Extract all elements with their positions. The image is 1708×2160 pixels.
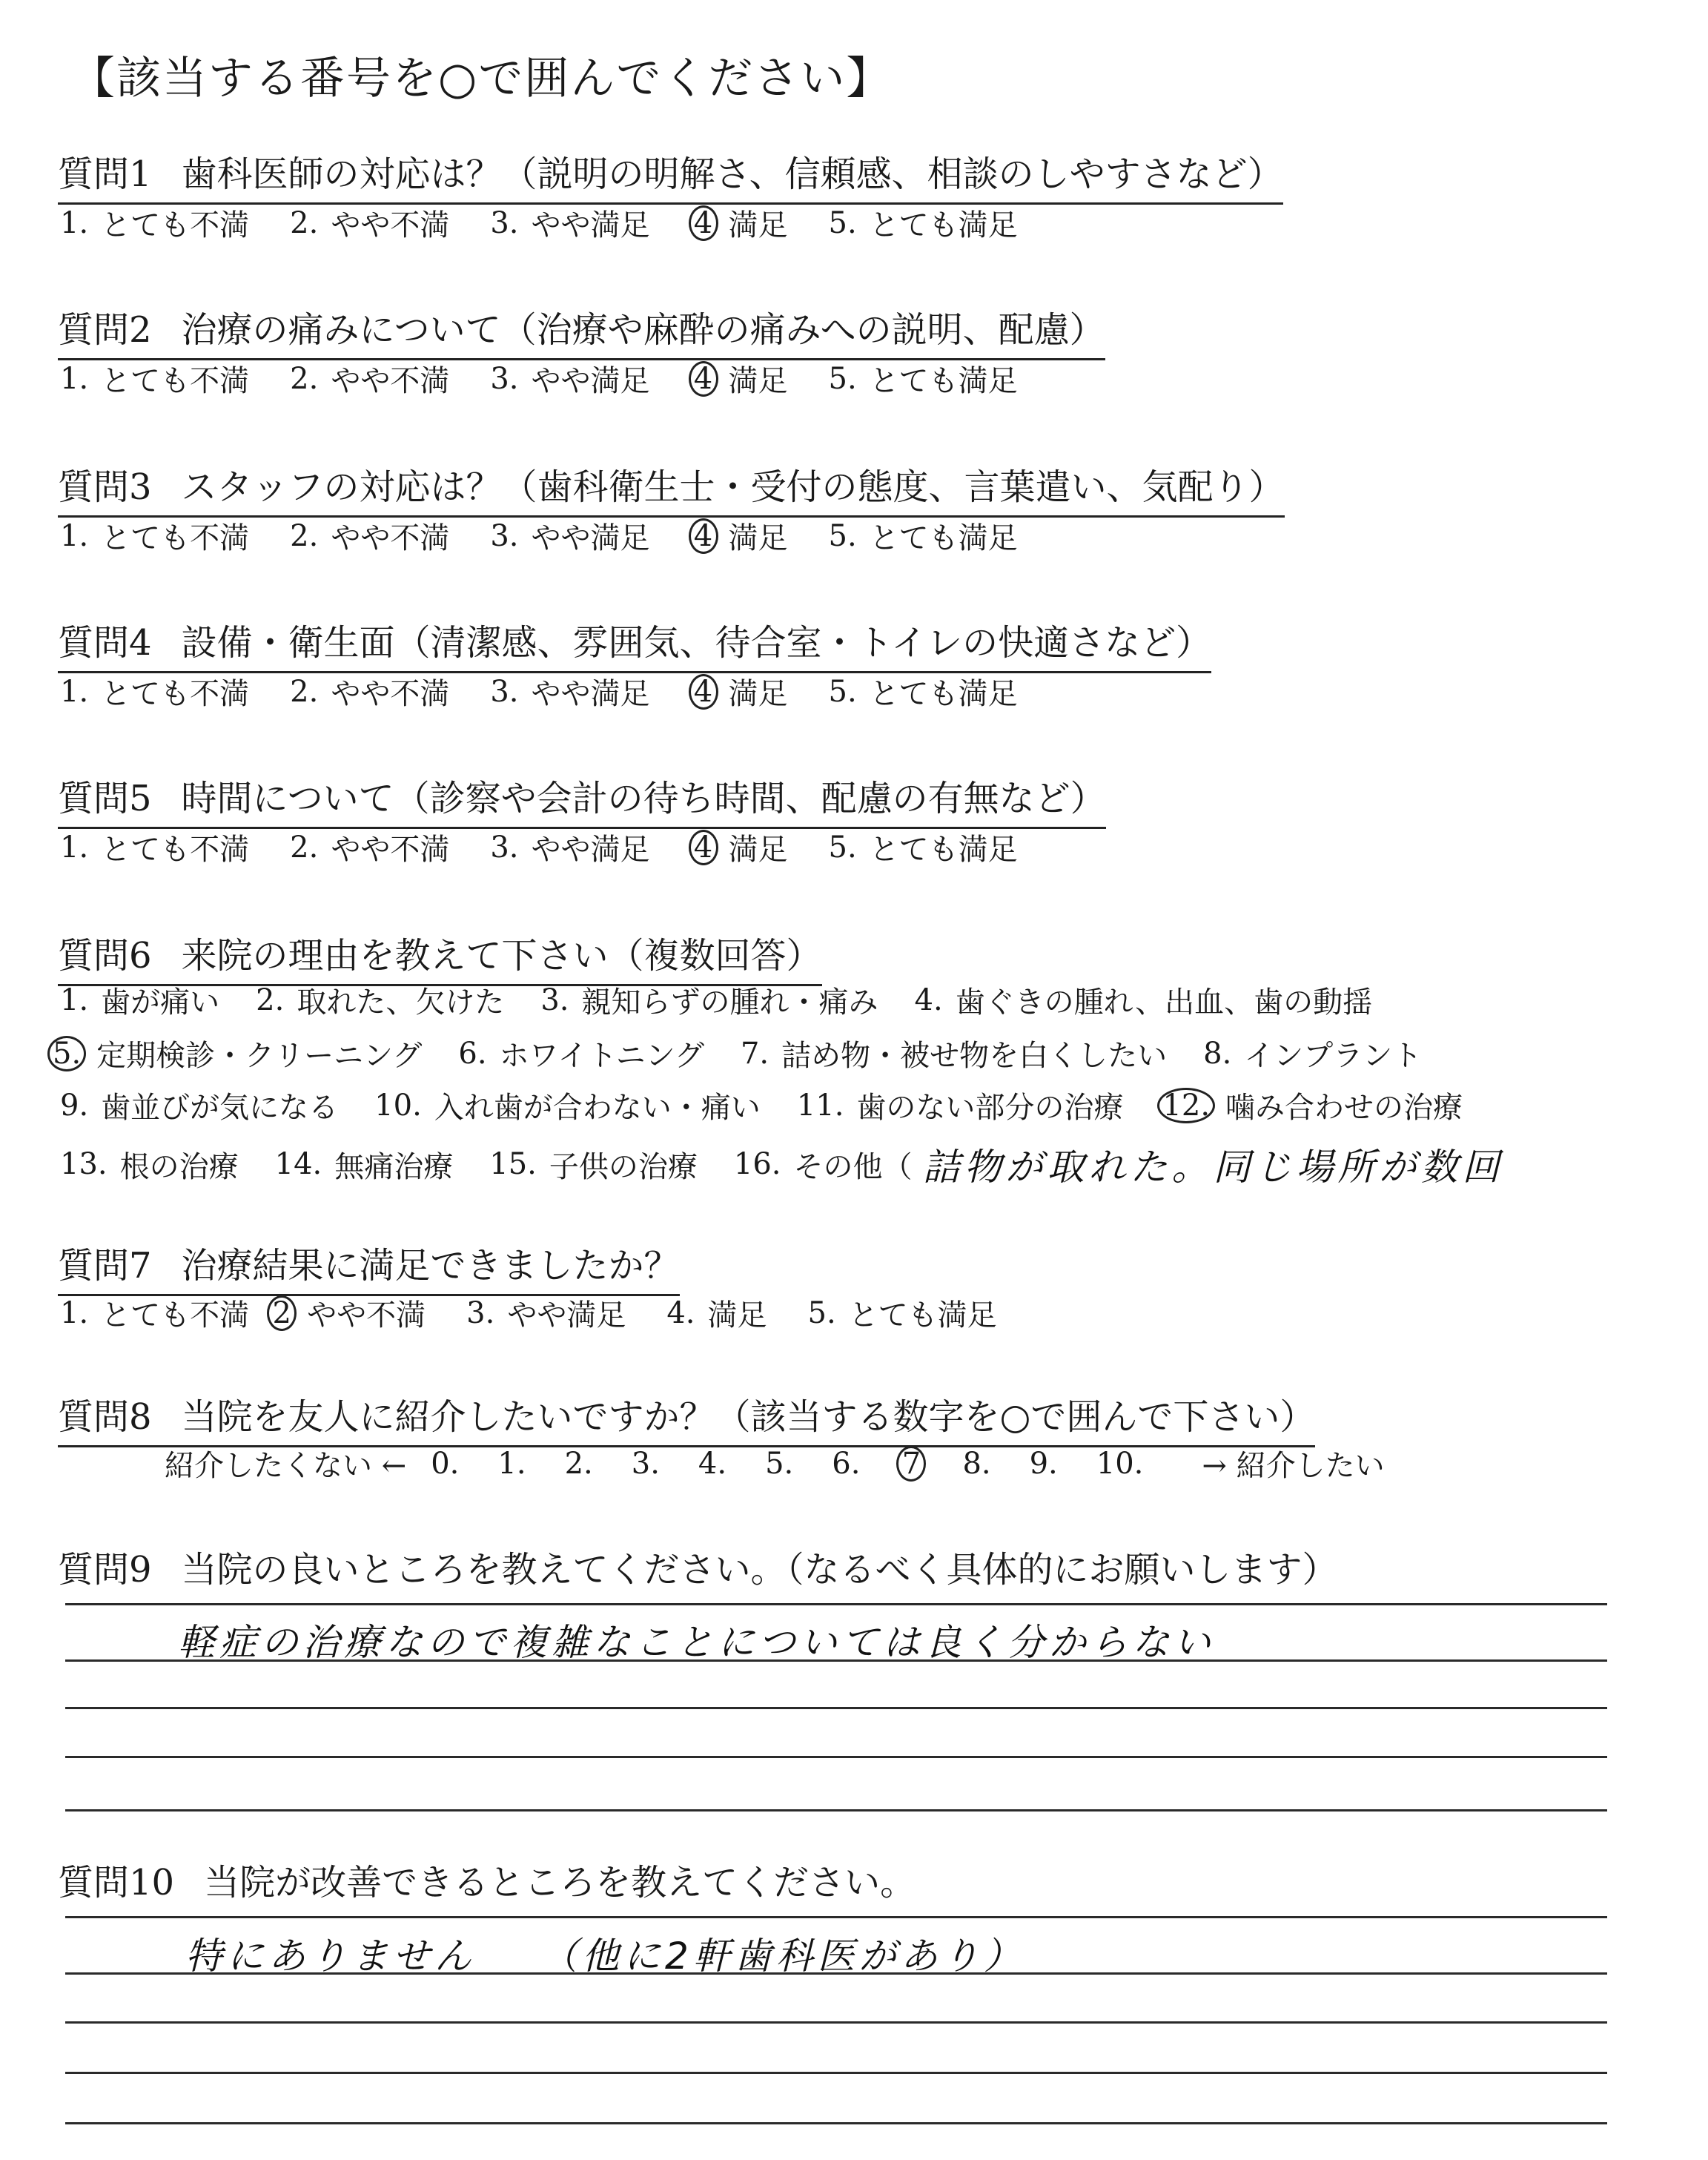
question-1-label: 質問1 [58, 153, 152, 195]
q3-option-1[interactable] [58, 515, 249, 557]
q3-option-1-label: とても不満 [101, 521, 250, 555]
q7-option-1-label: とても不満 [101, 1298, 250, 1332]
q7-option-4-label: 満足 [707, 1298, 767, 1332]
q6-option-5[interactable] [47, 1032, 422, 1074]
q5-option-3-label: やや満足 [531, 833, 650, 867]
question-9-text: 当院の良いところを教えてください。（なるべく具体的にお願いします） [181, 1549, 1338, 1591]
question-2-label: 質問2 [58, 309, 152, 351]
q6-option-13-num: 13. [60, 1147, 107, 1181]
q6-option-7-num: 7. [740, 1036, 769, 1071]
q5-option-4[interactable] [689, 826, 788, 868]
question-1-text: 歯科医師の対応は？（説明の明解さ、信頼感、相談のしやすさなど） [181, 153, 1283, 195]
q9-answer-line-2 [65, 1659, 1607, 1662]
q6-option-2[interactable] [254, 979, 504, 1021]
q5-option-5-label: とても満足 [869, 833, 1018, 867]
q1-option-2-label: やや不満 [331, 208, 450, 242]
q6-option-1[interactable] [58, 979, 219, 1021]
q10-handwritten-answer[interactable]: 特にありません （他に2軒歯科医があり） [185, 1935, 1025, 1978]
q6-option-5-num-circled: 5. [47, 1036, 86, 1071]
q6-option-12-label: 噛み合わせの治療 [1225, 1091, 1463, 1125]
q3-option-3-label: やや満足 [531, 521, 650, 555]
q3-option-2-num: 2. [290, 518, 319, 553]
question-8-text: 当院を友人に紹介したいですか？（該当する数字を○で囲んで下さい） [181, 1396, 1316, 1438]
q9-answer-line-1 [65, 1603, 1607, 1605]
question-5-text: 時間について（診察や会計の待ち時間、配慮の有無など） [181, 778, 1106, 819]
question-3-title [58, 458, 1285, 518]
question-9-label: 質問9 [58, 1549, 152, 1591]
q6-option-1-label: 歯が痛い [101, 985, 220, 1020]
q2-option-3[interactable] [488, 357, 649, 400]
question-10-title [58, 1854, 916, 1911]
question-7-title [58, 1237, 680, 1296]
question-3-label: 質問3 [58, 466, 152, 508]
q7-option-2-num-circled: 2 [267, 1295, 297, 1331]
question-6-title [58, 927, 822, 986]
q6-option-13[interactable] [58, 1143, 239, 1186]
q1-option-2[interactable] [288, 202, 449, 244]
q1-option-5[interactable] [827, 202, 1018, 244]
q7-option-5[interactable] [806, 1292, 997, 1334]
q4-option-5-label: とても満足 [869, 677, 1018, 711]
q6-option-16[interactable] [732, 1143, 913, 1186]
q6-option-12-num-circled: 12. [1157, 1088, 1215, 1123]
q2-option-5-label: とても満足 [869, 364, 1018, 398]
q6-option-10[interactable] [372, 1084, 761, 1126]
question-4-options [58, 670, 1056, 713]
q7-option-5-num: 5. [807, 1295, 836, 1330]
q5-option-4-label: 満足 [728, 833, 788, 867]
q1-option-1-label: とても不満 [101, 208, 250, 242]
q1-option-1[interactable] [58, 202, 249, 244]
q8-right-label: → 紹介したい [1202, 1449, 1385, 1483]
question-4-text: 設備・衛生面（清潔感、雰囲気、待合室・トイレの快適さなど） [181, 622, 1212, 664]
q4-option-5[interactable] [827, 670, 1018, 713]
q1-option-4-num-circled: 4 [689, 205, 718, 241]
q4-option-4[interactable] [689, 670, 788, 713]
q6-option-13-label: 根の治療 [119, 1149, 239, 1184]
question-10-label: 質問10 [58, 1862, 175, 1903]
question-6-line-1 [58, 979, 1406, 1021]
q2-option-4-num-circled: 4 [689, 361, 718, 397]
q3-option-2-label: やや不満 [331, 521, 450, 555]
question-6-line-4 [58, 1137, 1504, 1191]
q6-option-16-label: その他（ [793, 1149, 913, 1184]
question-6-label: 質問6 [58, 935, 152, 977]
q2-option-3-num: 3. [490, 361, 519, 396]
q8-left-label: 紹介したくない ← [165, 1449, 407, 1483]
q6-option-12[interactable] [1157, 1084, 1463, 1126]
q9-answer-line-3 [65, 1707, 1607, 1709]
q4-option-3[interactable] [488, 670, 649, 713]
q6-option-11-label: 歯のない部分の治療 [856, 1091, 1124, 1125]
q8-scale-0[interactable]: 0. [431, 1446, 460, 1481]
q6-option-2-num: 2. [256, 982, 285, 1017]
q6-option-16-num: 16. [733, 1147, 781, 1181]
q6-option-6[interactable] [456, 1032, 704, 1074]
q6-option-10-label: 入れ歯が合わない・痛い [434, 1091, 761, 1125]
q1-option-3-num: 3. [490, 205, 519, 240]
q6-option-2-label: 取れた、欠けた [297, 985, 505, 1020]
question-4-title [58, 614, 1211, 673]
question-3-options [58, 515, 1056, 557]
q6-other-handwritten-answer[interactable]: 詰物が取れた。同じ場所が数回 [922, 1146, 1504, 1189]
q6-option-8[interactable] [1201, 1032, 1422, 1074]
question-6-text: 来院の理由を教えて下さい（複数回答） [181, 935, 822, 977]
q6-option-14[interactable] [273, 1143, 454, 1186]
q1-option-3-label: やや満足 [531, 208, 650, 242]
question-5-label: 質問5 [58, 778, 152, 819]
q3-option-4[interactable] [689, 515, 788, 557]
q5-option-2-num: 2. [290, 830, 319, 865]
q6-option-11[interactable] [795, 1084, 1124, 1126]
q9-answer-line-5 [65, 1809, 1607, 1811]
q7-option-2-label: やや不満 [307, 1298, 426, 1332]
question-8-label: 質問8 [58, 1396, 152, 1438]
q7-option-1-num: 1. [60, 1295, 89, 1330]
q6-option-9-num: 9. [60, 1088, 89, 1123]
q1-option-4-label: 満足 [728, 208, 788, 242]
q4-option-1-label: とても不満 [101, 677, 250, 711]
q6-option-4[interactable] [913, 979, 1373, 1021]
q8-scale-10[interactable]: 10. [1096, 1446, 1144, 1481]
q3-option-1-num: 1. [60, 518, 89, 553]
q5-option-1[interactable] [58, 826, 249, 868]
q4-option-5-num: 5. [828, 674, 857, 709]
q4-option-2-num: 2. [290, 674, 319, 709]
q2-option-1[interactable] [58, 357, 249, 400]
q6-option-3-num: 3. [540, 982, 569, 1017]
q7-option-4-num: 4. [666, 1295, 695, 1330]
question-3-text: スタッフの対応は？（歯科衛生士・受付の態度、言葉遣い、気配り） [181, 466, 1285, 508]
q1-option-4[interactable] [689, 202, 788, 244]
q8-scale-1[interactable]: 1. [497, 1446, 526, 1481]
q6-option-9-label: 歯並びが気になる [101, 1091, 339, 1125]
q6-option-6-label: ホワイトニング [499, 1039, 704, 1073]
q10-answer-line-2 [65, 1972, 1607, 1975]
question-2-title [58, 301, 1105, 360]
q2-option-3-label: やや満足 [531, 364, 650, 398]
q5-option-2[interactable] [288, 826, 449, 868]
question-2-options [58, 357, 1056, 400]
q6-option-3-label: 親知らずの腫れ・痛み [581, 985, 878, 1020]
q7-option-4[interactable] [664, 1292, 767, 1334]
q2-option-5[interactable] [827, 357, 1018, 400]
q5-option-3-num: 3. [490, 830, 519, 865]
q3-option-5-num: 5. [828, 518, 857, 553]
q1-option-2-num: 2. [290, 205, 319, 240]
q6-option-10-num: 10. [374, 1088, 422, 1123]
q5-option-1-label: とても不満 [101, 833, 250, 867]
q3-option-3-num: 3. [490, 518, 519, 553]
q10-answer-line-4 [65, 2072, 1607, 2074]
q1-option-3[interactable] [488, 202, 649, 244]
q10-answer-line-1 [65, 1916, 1607, 1918]
q8-scale-3[interactable]: 3. [631, 1446, 660, 1481]
q6-option-1-num: 1. [60, 982, 89, 1017]
q7-option-1[interactable] [58, 1292, 249, 1334]
q7-option-2[interactable] [267, 1292, 426, 1334]
q6-option-3[interactable] [538, 979, 878, 1021]
q10-answer-line-3 [65, 2021, 1607, 2024]
page-title: 【該当する番号を○で囲んでください】 [70, 53, 893, 105]
q3-option-5-label: とても満足 [869, 521, 1018, 555]
q6-option-14-label: 無痛治療 [334, 1149, 454, 1184]
q6-option-6-num: 6. [458, 1036, 487, 1071]
q8-scale-5[interactable]: 5. [765, 1446, 794, 1481]
q1-option-1-num: 1. [60, 205, 89, 240]
question-5-title [58, 770, 1106, 829]
question-7-options [58, 1292, 1036, 1334]
q5-option-1-num: 1. [60, 830, 89, 865]
q6-option-15[interactable] [487, 1143, 698, 1186]
q8-scale-9[interactable]: 9. [1029, 1446, 1058, 1481]
q8-scale-7-circled[interactable]: 7 [896, 1446, 926, 1482]
q6-option-5-label: 定期検診・クリーニング [96, 1039, 423, 1073]
q9-handwritten-answer[interactable]: 軽症の治療なので複雑なことについては良く分からない [178, 1621, 1215, 1664]
q6-option-15-label: 子供の治療 [549, 1149, 698, 1184]
q6-option-15-num: 15. [489, 1147, 537, 1181]
q2-option-4[interactable] [689, 357, 788, 400]
q6-option-7-label: 詰め物・被せ物を白くしたい [781, 1039, 1168, 1073]
q1-option-5-num: 5. [828, 205, 857, 240]
question-7-label: 質問7 [58, 1245, 152, 1287]
question-6-line-2 [47, 1032, 1456, 1074]
q6-option-11-num: 11. [796, 1088, 844, 1123]
q8-scale-2[interactable]: 2. [564, 1446, 593, 1481]
q1-option-5-label: とても満足 [869, 208, 1018, 242]
q4-option-2-label: やや不満 [331, 677, 450, 711]
q6-option-8-label: インプラント [1244, 1039, 1423, 1073]
q8-scale-8[interactable]: 8. [962, 1446, 991, 1481]
q4-option-1[interactable] [58, 670, 249, 713]
question-4-label: 質問4 [58, 622, 152, 664]
q9-answer-line-4 [65, 1756, 1607, 1758]
q2-option-2-num: 2. [290, 361, 319, 396]
question-9-title [58, 1541, 1338, 1598]
q7-option-3[interactable] [464, 1292, 626, 1334]
q8-scale-4[interactable]: 4. [698, 1446, 727, 1481]
q6-option-4-label: 歯ぐきの腫れ、出血、歯の動揺 [955, 985, 1373, 1020]
q6-option-14-num: 14. [274, 1147, 322, 1181]
q3-option-2[interactable] [288, 515, 449, 557]
question-2-text: 治療の痛みについて（治療や麻酔の痛みへの説明、配慮） [181, 309, 1105, 351]
q2-option-2[interactable] [288, 357, 449, 400]
q3-option-3[interactable] [488, 515, 649, 557]
q4-option-4-label: 満足 [728, 677, 788, 711]
question-8-scale [165, 1442, 1407, 1484]
q2-option-5-num: 5. [828, 361, 857, 396]
q4-option-3-num: 3. [490, 674, 519, 709]
q6-option-9[interactable] [58, 1084, 338, 1126]
q2-option-2-label: やや不満 [331, 364, 450, 398]
q3-option-4-label: 満足 [728, 521, 788, 555]
q5-option-5-num: 5. [828, 830, 857, 865]
q5-option-4-num-circled: 4 [689, 830, 718, 865]
question-5-options [58, 826, 1056, 868]
q7-option-3-num: 3. [466, 1295, 495, 1330]
q7-option-3-label: やや満足 [507, 1298, 626, 1332]
question-1-title [58, 145, 1283, 205]
q6-option-7[interactable] [738, 1032, 1167, 1074]
question-6-line-3 [58, 1084, 1497, 1126]
q3-option-5[interactable] [827, 515, 1018, 557]
question-1-options [58, 202, 1056, 244]
q2-option-4-label: 満足 [728, 364, 788, 398]
q6-option-4-num: 4. [914, 982, 943, 1017]
q5-option-2-label: やや不満 [331, 833, 450, 867]
question-7-text: 治療結果に満足できましたか？ [181, 1245, 680, 1287]
q8-scale-6[interactable]: 6. [832, 1446, 861, 1481]
q4-option-4-num-circled: 4 [689, 674, 718, 710]
question-10-text: 当院が改善できるところを教えてください。 [204, 1862, 916, 1903]
question-8-title [58, 1388, 1315, 1447]
q6-option-8-num: 8. [1203, 1036, 1232, 1071]
q4-option-3-label: やや満足 [531, 677, 650, 711]
q2-option-1-num: 1. [60, 361, 89, 396]
q5-option-5[interactable] [827, 826, 1018, 868]
q4-option-2[interactable] [288, 670, 449, 713]
q2-option-1-label: とても不満 [101, 364, 250, 398]
q3-option-4-num-circled: 4 [689, 518, 718, 554]
q4-option-1-num: 1. [60, 674, 89, 709]
q10-answer-line-5 [65, 2122, 1607, 2124]
q7-option-5-label: とても満足 [848, 1298, 997, 1332]
q5-option-3[interactable] [488, 826, 649, 868]
